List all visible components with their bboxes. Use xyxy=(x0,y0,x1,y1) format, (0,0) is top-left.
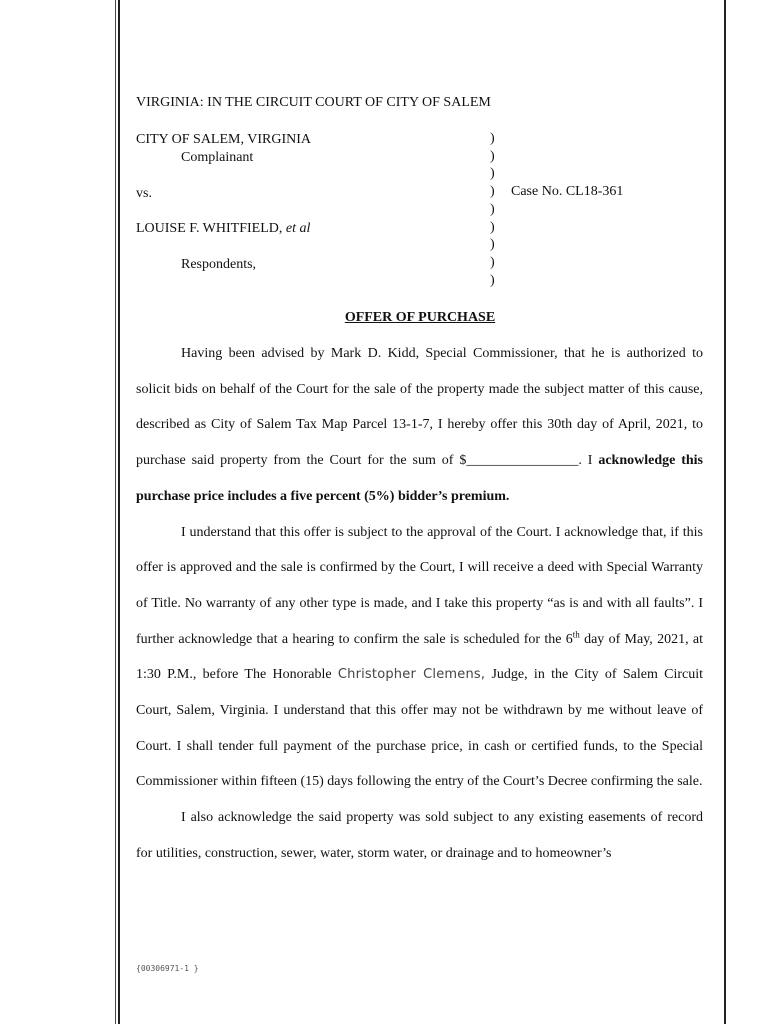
respondent-name-line xyxy=(136,221,310,237)
respondent-suffix: et al xyxy=(285,221,311,236)
paren: ) xyxy=(490,148,495,164)
paren: ) xyxy=(490,184,495,200)
paren: ) xyxy=(490,131,495,146)
paragraph-3: I also acknowledge the said property was sold subject to any existing easements of record for utilities, construction, sewer, water, storm water, or drainage and to homeowner’s xyxy=(136,810,703,861)
document-body xyxy=(136,336,703,872)
footer-doc-id: {00306971-1 } xyxy=(136,964,199,973)
respondent-role: Respondents, xyxy=(181,257,257,272)
complainant-name: CITY OF SALEM, VIRGINIA xyxy=(136,132,311,147)
paren: ) xyxy=(490,254,495,270)
paragraph-1-text: Having been advised by Mark D. Kidd, Special Commissioner, that he is authorized to solicit bids on behalf of the Court for the sale of the property made the subject matter of this cause, described as City of Salem Tax Map Parcel 13-1-7, I hereby offer this 30th day of April, 2021, to purchase said property from the Court for the sum of $________________. I xyxy=(136,346,703,469)
court-heading: VIRGINIA: IN THE CIRCUIT COURT OF CITY OF SALEM xyxy=(136,95,491,110)
paragraph-1-bold: acknowledge this purchase price includes a five percent (5%) bidder’s premium. xyxy=(136,453,703,504)
paragraph-2-text: I understand that this offer is subject to the approval of the Court. I acknowledge that, if this offer is approved and the sale is confirmed by the Court, I will receive a deed with Special Warranty of Title. No warranty of any other type is made, and I take this property “as is and with all faults”. I further acknowledge that a hearing to confirm the sale is scheduled for the 6 xyxy=(136,524,703,647)
paragraph-2-text-b: day of May, 2021, at 1:30 P.M., before The Honorable xyxy=(136,631,704,683)
document-title: OFFER OF PURCHASE xyxy=(344,310,496,325)
paren: ) xyxy=(490,272,495,288)
paren: ) xyxy=(490,166,495,182)
caption-parentheses xyxy=(490,130,495,289)
case-number: Case No. CL18-361 xyxy=(511,184,624,199)
paren: ) xyxy=(490,201,495,217)
versus-label: vs. xyxy=(136,186,152,201)
ordinal-superscript: th xyxy=(572,628,580,639)
paragraph-2 xyxy=(136,515,703,801)
paragraph-2-text-c: Judge, in the City of Salem Circuit Court, Salem, Virginia. I understand that this offer may not be withdrawn by me without leave of Court. I shall tender full payment of the purchase price, in cash or certified funds, to the Special Commissioner within fifteen (15) days following the entry of the Court’s Decree confirming the sale. xyxy=(136,667,703,790)
judge-name: Christopher Clemens, xyxy=(337,667,486,683)
respondent-name: LOUISE F. WHITFIELD, xyxy=(136,221,283,236)
paragraph-1 xyxy=(136,336,703,515)
paren: ) xyxy=(490,237,495,253)
paren: ) xyxy=(490,219,495,235)
complainant-role: Complainant xyxy=(181,150,254,165)
